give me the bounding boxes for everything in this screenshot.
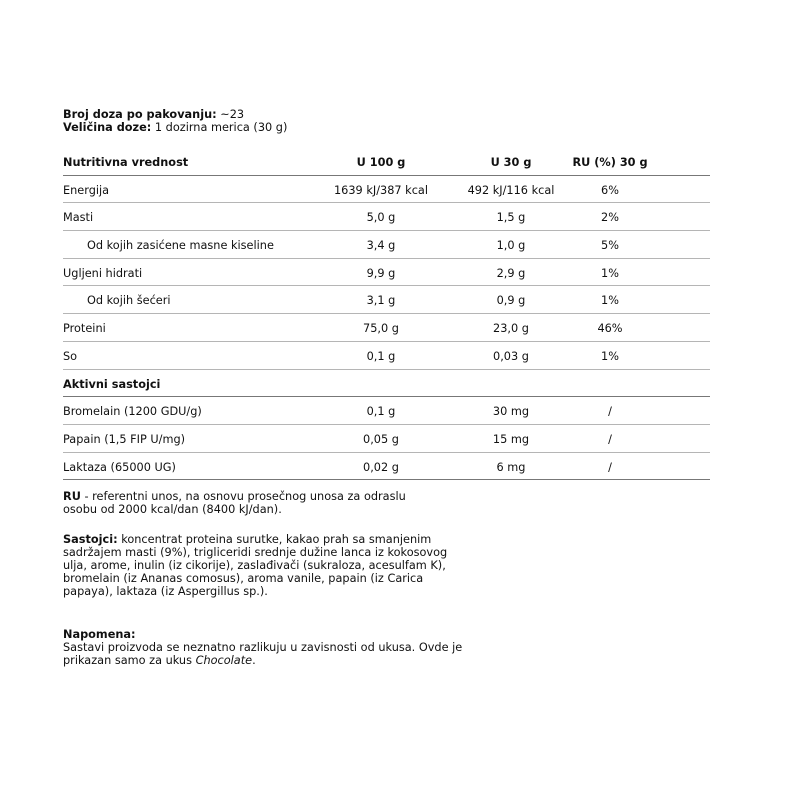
column-header-per100: U 100 g xyxy=(356,156,406,169)
nutrition-table xyxy=(63,148,710,480)
active-ingredients-header xyxy=(63,370,710,398)
row-per100: 3,4 g xyxy=(366,239,396,253)
note-label: Napomena: xyxy=(63,628,136,641)
ingredients-block xyxy=(63,533,463,598)
row-name: So xyxy=(63,349,78,363)
ingredients-line2: sadržajem masti (9%), trigliceridi srednje dužine lanca iz kokosovog xyxy=(63,546,448,559)
row-name: Energija xyxy=(63,183,110,197)
table-row xyxy=(63,231,710,259)
servings-label: Broj doza po pakovanju: xyxy=(63,108,217,121)
ru-label: RU xyxy=(63,490,81,503)
row-per30: 492 kJ/116 kcal xyxy=(467,183,555,197)
row-ru: / xyxy=(608,432,612,446)
row-per100: 3,1 g xyxy=(366,294,396,308)
ru-text-line1: - referentni unos, na osnovu prosečnog unosa za odraslu xyxy=(80,490,406,503)
row-ru: / xyxy=(608,460,612,474)
ingredients-line5: papaya), laktaza (iz Aspergillus sp.). xyxy=(63,585,268,598)
table-row xyxy=(63,259,710,287)
ru-footnote xyxy=(63,490,463,516)
row-per30: 0,9 g xyxy=(496,294,526,308)
servings-per-package xyxy=(63,108,713,121)
row-name: Ugljeni hidrati xyxy=(63,266,143,280)
row-per30: 15 mg xyxy=(492,432,530,446)
table-header-row xyxy=(63,148,710,176)
note-line2 xyxy=(63,654,463,667)
row-name: Papain (1,5 FIP U/mg) xyxy=(63,432,186,446)
row-per100: 1639 kJ/387 kcal xyxy=(334,183,428,197)
table-row xyxy=(63,314,710,342)
nutrition-document xyxy=(63,108,713,667)
row-per100: 0,05 g xyxy=(363,432,399,446)
row-per100: 0,02 g xyxy=(363,460,399,474)
row-ru: 2% xyxy=(601,211,619,225)
row-per100: 0,1 g xyxy=(366,349,396,363)
row-per30: 6 mg xyxy=(496,460,526,474)
note-block xyxy=(63,628,463,667)
row-per30: 1,5 g xyxy=(496,211,526,225)
ingredients-line3: ulja, arome, inulin (iz cikorije), zaslađivači (sukraloza, acesulfam K), xyxy=(63,559,446,572)
serving-size xyxy=(63,121,713,134)
row-per100: 5,0 g xyxy=(366,211,396,225)
table-row xyxy=(63,425,710,453)
note-line2-suffix: . xyxy=(252,654,256,667)
column-header-ru: RU (%) 30 g xyxy=(572,156,648,169)
table-row xyxy=(63,286,710,314)
column-header-per30: U 30 g xyxy=(490,156,532,169)
table-row xyxy=(63,397,710,425)
row-per100: 75,0 g xyxy=(363,322,399,336)
servings-value: ~23 xyxy=(216,108,245,121)
row-ru: 5% xyxy=(601,239,619,253)
row-ru: 1% xyxy=(601,294,619,308)
note-flavor: Chocolate xyxy=(195,654,253,667)
ingredients-line4: bromelain (iz Ananas comosus), aroma vanile, papain (iz Carica xyxy=(63,572,424,585)
row-name: Od kojih šećeri xyxy=(87,294,171,308)
ru-text-line2: osobu od 2000 kcal/dan (8400 kJ/dan). xyxy=(63,503,282,516)
row-name: Od kojih zasićene masne kiseline xyxy=(87,239,274,253)
note-line1: Sastavi proizvoda se neznatno razlikuju u zavisnosti od ukusa. Ovde je xyxy=(63,641,463,654)
row-name: Masti xyxy=(63,211,94,225)
table-row xyxy=(63,203,710,231)
row-per30: 1,0 g xyxy=(496,239,526,253)
row-ru: / xyxy=(608,405,612,419)
row-per100: 0,1 g xyxy=(366,405,396,419)
row-name: Bromelain (1200 GDU/g) xyxy=(63,405,202,419)
row-name: Laktaza (65000 UG) xyxy=(63,460,176,474)
row-name: Proteini xyxy=(63,322,106,336)
table-row xyxy=(63,176,710,204)
row-ru: 1% xyxy=(601,266,619,280)
serving-size-value: 1 dozirna merica (30 g) xyxy=(151,121,288,134)
row-per30: 23,0 g xyxy=(493,322,529,336)
column-header-name: Nutritivna vrednost xyxy=(63,156,189,169)
row-ru: 46% xyxy=(597,322,623,336)
row-ru: 1% xyxy=(601,349,619,363)
table-row xyxy=(63,342,710,370)
ingredients-line1: koncentrat proteina surutke, kakao prah sa smanjenim xyxy=(117,533,432,546)
row-per30: 30 mg xyxy=(492,405,530,419)
serving-size-label: Veličina doze: xyxy=(63,121,152,134)
row-per30: 0,03 g xyxy=(493,349,529,363)
ingredients-label: Sastojci: xyxy=(63,533,118,546)
section-title: Aktivni sastojci xyxy=(63,377,161,391)
table-row xyxy=(63,453,710,481)
row-ru: 6% xyxy=(601,183,619,197)
row-per100: 9,9 g xyxy=(366,266,396,280)
row-per30: 2,9 g xyxy=(496,266,526,280)
note-line2-prefix: prikazan samo za ukus xyxy=(63,654,196,667)
